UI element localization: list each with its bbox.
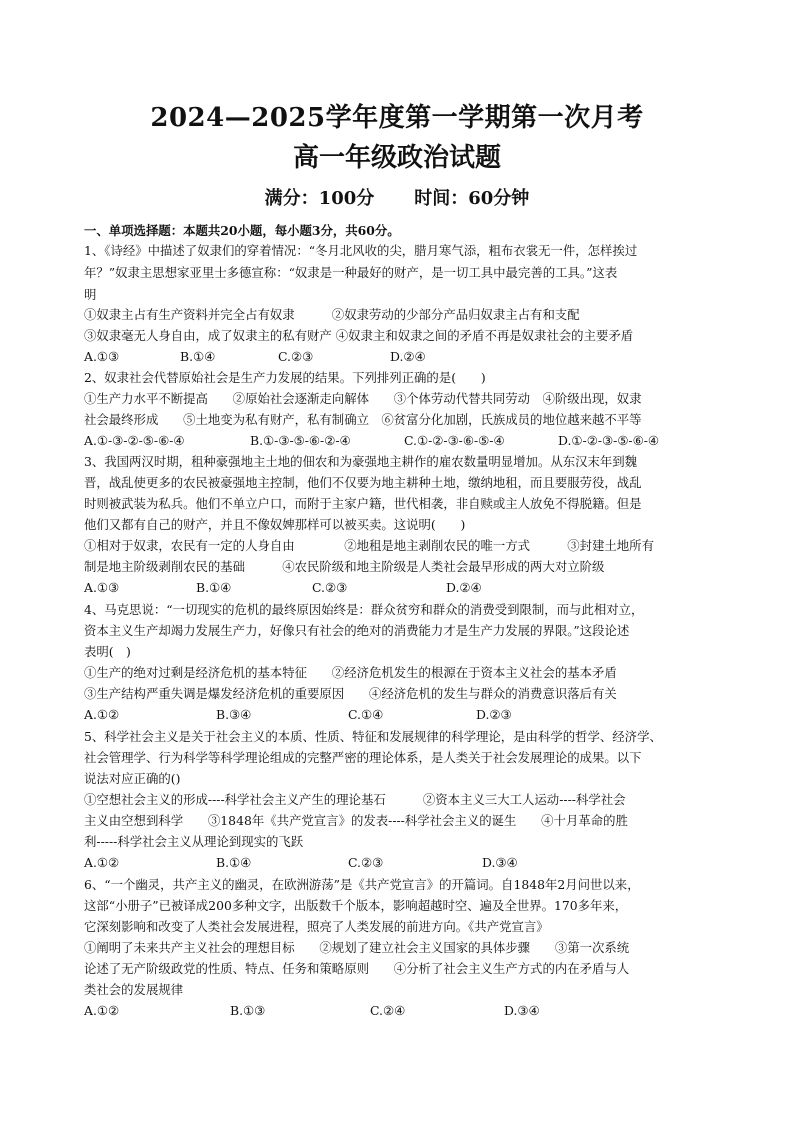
- option-d: D.②③: [476, 707, 512, 722]
- option-b: B.①-③-⑤-⑥-②-④: [250, 433, 351, 448]
- option-a: A.①③: [84, 580, 120, 595]
- question-text: 3、我国两汉时期，租种豪强地主土地的佃农和为豪强地主耕作的雇农数量明显增加。从东汉末年到魏: [84, 454, 638, 469]
- question-text: 表明( ): [84, 644, 131, 659]
- question-text: 他们又都有自己的财产，并且不像奴婢那样可以被买卖。这说明( ): [84, 517, 466, 532]
- question-text: 时则被武装为私兵。他们不单立户口，而附于主家户籍，世代相袭，非自赎或主人放免不得脱籍。但是: [84, 496, 642, 511]
- question-choice-line: 利-----科学社会主义从理论到现实的飞跃: [84, 834, 304, 849]
- question-text: 年？”奴隶主思想家亚里士多德宣称：“奴隶是一种最好的财产，是一切工具中最完善的工具。”这表: [84, 265, 618, 280]
- question-choice-line: ①空想社会主义的形成----科学社会主义产生的理论基石 ②资本主义三大工人运动----科学社会: [84, 792, 626, 807]
- question-choice-line: ①生产的绝对过剩是经济危机的基本特征 ②经济危机发生的根源在于资本主义社会的基本矛盾: [84, 665, 617, 680]
- option-b: B.③④: [216, 707, 252, 722]
- question-text: 它深刻影响和改变了人类社会发展进程，照亮了人类发展的前进方向。《共产党宣言》: [84, 919, 549, 934]
- exam-time: 时间：60分钟: [414, 188, 530, 209]
- question-text: 资本主义生产却竭力发展生产力，好像只有社会的绝对的消费能力才是生产力发展的界限。”这段论述: [84, 623, 630, 638]
- question-text: 6、“一个幽灵，共产主义的幽灵，在欧洲游荡”是《共产党宣言》的开篇词。自1848年2月问世以来，: [84, 877, 640, 892]
- option-c: C.②③: [312, 580, 348, 595]
- section-heading: 一、单项选择题：本题共20小题，每小题3分，共60分。: [84, 223, 400, 238]
- question-text: 4、马克思说：“一切现实的危机的最终原因始终是：群众贫穷和群众的消费受到限制，而与此相对立，: [84, 602, 644, 617]
- option-d: D.③④: [504, 1003, 540, 1018]
- question-choice-line: 论述了无产阶级政党的性质、特点、任务和策略原则 ④分析了社会主义生产方式的内在矛盾与人: [84, 961, 630, 976]
- option-b: B.①④: [216, 855, 252, 870]
- question-text: 晋，战乱使更多的农民被豪强地主控制，他们不仅要为地主耕种土地，缴纳地租，而且要服劳役，战乱: [84, 475, 642, 490]
- option-a: A.①②: [84, 1003, 120, 1018]
- question-choice-line: ③生产结构严重失调是爆发经济危机的重要原因 ④经济危机的发生与群众的消费意识落后有关: [84, 686, 617, 701]
- question-choice-line: 制是地主阶级剥削农民的基础 ④农民阶级和地主阶级是人类社会最早形成的两大对立阶级: [84, 559, 605, 574]
- option-d: D.①-②-③-⑤-⑥-④: [558, 433, 660, 448]
- option-b: B.①④: [196, 580, 232, 595]
- option-a: A.①②: [84, 855, 120, 870]
- option-c: C.②③: [278, 349, 314, 364]
- option-d: D.②④: [390, 349, 426, 364]
- question-choice-line: ①相对于奴隶，农民有一定的人身自由 ②地租是地主剥削农民的唯一方式 ③封建土地所有: [84, 538, 654, 553]
- option-a: A.①③: [84, 349, 120, 364]
- question-choice-line: 主义由空想到科学 ③1848年《共产党宣言》的发表----科学社会主义的诞生 ④十月革命的胜: [84, 813, 628, 828]
- option-c: C.①④: [348, 707, 384, 722]
- question-choice-line: ①阐明了未来共产主义社会的理想目标 ②规划了建立社会主义国家的具体步骤 ③第一次系统: [84, 940, 630, 955]
- exam-subtitle: 高一年级政治试题: [292, 143, 501, 173]
- question-choice-line: ③奴隶毫无人身自由，成了奴隶主的私有财产 ④奴隶主和奴隶之间的矛盾不再是奴隶社会的主要矛盾: [84, 328, 634, 343]
- exam-meta: [0, 186, 794, 212]
- question-text: 明: [84, 287, 97, 302]
- question-choice-line: ①生产力水平不断提高 ②原始社会逐渐走向解体 ③个体劳动代替共同劳动 ④阶级出现，奴隶: [84, 391, 642, 406]
- option-b: B.①③: [230, 1003, 266, 1018]
- question-text: 说法对应正确的(): [84, 771, 181, 786]
- question-text: 2、奴隶社会代替原始社会是生产力发展的结果。下列排列正确的是( ): [84, 370, 486, 385]
- question-text: 这部“小册子”已被译成200多种文字，出版数千个版本，影响超越时空、遍及全世界。170多年来，: [84, 898, 628, 913]
- option-d: D.③④: [482, 855, 518, 870]
- full-score: 满分：100分: [264, 188, 375, 209]
- question-choice-line: ①奴隶主占有生产资料并完全占有奴隶 ②奴隶劳动的少部分产品归奴隶主占有和支配: [84, 307, 580, 322]
- option-a: A.①-③-②-⑤-⑥-④: [84, 433, 185, 448]
- option-c: C.②④: [370, 1003, 406, 1018]
- option-a: A.①②: [84, 707, 120, 722]
- question-text: 社会管理学、行为科学等科学理论组成的完整严密的理论体系，是人类关于社会发展理论的成果。以下: [84, 750, 642, 765]
- question-choice-line: 类社会的发展规律: [84, 982, 184, 997]
- option-c: C.②③: [348, 855, 384, 870]
- question-choice-line: 社会最终形成 ⑤土地变为私有财产，私有制确立 ⑥贫富分化加剧，氏族成员的地位越来越不平等: [84, 412, 642, 427]
- exam-title: 2024—2025学年度第一学期第一次月考: [150, 103, 644, 133]
- option-d: D.②④: [446, 580, 482, 595]
- question-text: 1、《诗经》中描述了奴隶们的穿着情况：“冬月北风收的尖，腊月寒气添，粗布衣裳无一件，怎样挨过: [84, 243, 638, 258]
- option-c: C.①-②-③-⑥-⑤-④: [404, 433, 505, 448]
- option-b: B.①④: [180, 349, 216, 364]
- question-text: 5、科学社会主义是关于社会主义的本质、性质、特征和发展规律的科学理论，是由科学的哲学、经济学、: [84, 729, 662, 744]
